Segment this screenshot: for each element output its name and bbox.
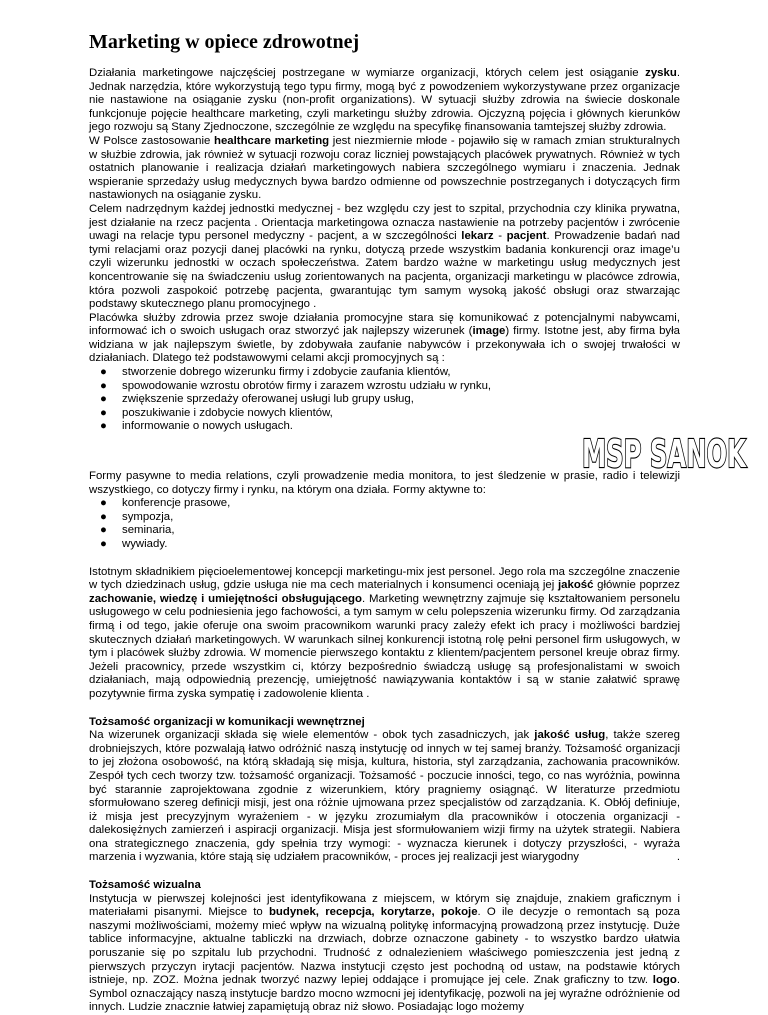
bold-term: zysku	[645, 67, 677, 79]
text-run: . Marketing wewnętrzny zajmuje się kształtowaniem personelu usługowego w celu podniesienia jego fachowości, a tym samym w celu polepszenia wizerunku firmy. Od zarządzania firmą i od tego, jakie oferuje ona swoim pracownikom warunki pracy zależy efekt ich pracy i możliwości bardziej skutecznych działań marketingowych. W warunkach silnej konkurencji istotną rolę pełni personel firm usługowych, w tym i placówek służby zdrowia. W momencie pierwszego kontaktu z klientem/pacjentem personel kreuje obraz firmy. Jeżeli pracownicy, przede wszystkim ci, którzy bezpośrednio świadczą usługę są profesjonalistami w swoich działaniach, mają odpowiednią prezencję, umiejętność nawiązywania kontaktów i są w stanie załatwić sprawę pozytywnie firma zyska sympatię i zadowolenie klienta .	[89, 592, 680, 700]
document-body	[89, 67, 680, 1015]
text-run: Instytucja w pierwszej kolejności jest identyfikowana z miejscem, w którym się znajduje, znakiem graficznym i materiałami pisanymi. Miejsce to	[89, 892, 680, 919]
list-item-text: stworzenie dobrego wizerunku firmy i zdobycie zaufania klientów,	[122, 366, 451, 379]
text-run: jest niezmiernie młode - pojawiło się w ramach zmian strukturalnych w służbie zdrowia, jak również w sytuacji rozwoju coraz liczniej powstających placówek prywatnych. Również w tych ostatnich planowanie i realizacja działań marketingowych nabiera szczególnego wymiaru i znaczenia. Jednak wspieranie sprzedaży usług medycznych bywa bardzo odmienne od powszechnie postrzeganych i dotyczących firm nastawionych na osiąganie zysku.	[89, 134, 680, 202]
list-item	[100, 510, 680, 525]
bold-term: jakość usług	[534, 729, 606, 742]
list-item-text: spowodowanie wzrostu obrotów firmy i zarazem wzrostu udziału w rynku,	[122, 379, 492, 392]
list-item-text: zwiększenie sprzedaży oferowanej usługi lub grupy usług,	[122, 393, 414, 406]
list-item-text: informowanie o nowych usługach.	[122, 420, 293, 433]
msp-sanok-logo	[578, 431, 750, 475]
bold-term: logo	[652, 974, 677, 987]
list-item-text: sympozja,	[122, 510, 174, 523]
paragraph-personnel	[89, 566, 680, 702]
list-item	[100, 366, 680, 380]
bullet-icon: ●	[100, 420, 107, 433]
goals-list	[89, 366, 680, 434]
list-item	[100, 379, 680, 394]
bold-term: pacjent	[506, 230, 547, 243]
text-run: . Symbol oznaczający naszą instytucje bardzo mocno wzmocni jej identyfikację, pozwoli na jej wyraźne odróżnienie od innych. Ludzie znacznie łatwiej zapamiętują obraz niż słowo. Posiadając logo możemy	[89, 974, 680, 1014]
bold-term: image	[472, 325, 506, 338]
bold-term: zachowanie, wiedzę i umiejętności obsługującego	[89, 592, 362, 605]
paragraph-intro	[89, 67, 680, 135]
text-run: . Jednak narzędzia, które wykorzystują tego typu firmy, mogą być z powodzeniem wykorzystywane przez organizacje nie nastawione na osiąganie zysku (non-profit organizations). W sytuacji służby zdrowia na świecie doskonale funkcjonuje pojęcie healthcare marketing, czyli marketingu służby zdrowia. Ojczyzną pojęcia i głównych kierunków jego rozwoju są Stany Zjednoczone, szczególnie ze względu na specyfikę finansowania tamtejszej służby zdrowia.	[89, 67, 680, 134]
active-forms-list	[89, 497, 680, 551]
paragraph-goal	[89, 203, 680, 312]
list-item-text: poszukiwanie i zdobycie nowych klientów,	[122, 406, 333, 419]
text-run: Działania marketingowe najczęściej postrzegane w wymiarze organizacji, których celem jest osiąganie	[89, 67, 646, 79]
bold-term: budynek, recepcja, korytarze, pokoje	[268, 906, 478, 919]
list-item	[100, 524, 680, 538]
bullet-icon: ●	[100, 393, 107, 406]
logo-text: MSP SANOK	[582, 432, 747, 475]
text-run: ) firmy. Istotne jest, aby firma była widziana w jak najlepszym świetle, by zdobywała zaufanie nabywców i przekonywała ich o swojej trwałości w działaniach. Dlatego też podstawowymi celami akcji promocyjnych są :	[89, 325, 680, 365]
bullet-icon: ●	[100, 406, 107, 419]
list-item-text: konferencje prasowe,	[122, 497, 231, 510]
bullet-icon: ●	[100, 524, 107, 537]
bold-term: lekarz	[461, 230, 494, 243]
text-run: Celem nadrzędnym każdej jednostki medycznej - bez względu czy jest to szpital, przychodnia czy klinika prywatna, jest działanie na rzecz pacjenta . Orientacja marketingowa oznacza nastawienie na potrzeby pacjentów i zwrócenie uwagi na relacje typu personel medyczny - pacjent, a w szczególności	[89, 202, 680, 243]
bullet-icon: ●	[100, 366, 107, 379]
text-run: Placówka służby zdrowia przez swoje działania promocyjne stara się komunikować z potencjalnymi nabywcami, informować ich o swoich usługach oraz stworzyć jak najlepszy wizerunek (	[89, 311, 680, 338]
text-run: głównie poprzez	[593, 579, 680, 592]
section-heading: Tożsamość organizacji w komunikacji wewnętrznej	[89, 715, 365, 728]
paragraph-forms: Formy pasywne to media relations, czyli prowadzenie media monitora, to jest śledzenie w prasie, radio i telewizji wszystkiego, co dotyczy firmy i rynku, na którym ona działa. Formy aktywne to:	[89, 470, 680, 496]
section-heading: Tożsamość wizualna	[89, 879, 201, 892]
text-run: , także szereg drobniejszych, które pozwalają łatwo odróżnić naszą instytucję od innych w tej samej branży. Tożsamość organizacji to jej złożona osobowość, na którą składają się misja, kultura, historia, styl zarządzania, zachowania pracowników. Zespół tych cech tworzy tzw. tożsamość organizacji. Tożsamość - poczucie inności, tego, co nas wyróżnia, powinna być starannie zaprojektowana zgodnie z wizerunkiem, który pragniemy osiągnąć. W literaturze przedmiotu sformułowano szereg definicji misji, jest ona różnie ujmowana przez specjalistów od zarządzania. K. Obłój definiuje, iż misja jest precyzyjnym wyrażeniem - w języku zrozumiałym dla pracowników i otoczenia organizacji - dalekosiężnych zamierzeń i aspiracji organizacji. Misja jest sformułowaniem wizji firmy na użytek strategii. Nabiera ona strategicznego znaczenia, gdy spełnia trzy wymogi: - wyznacza kierunek i dotyczy przyszłości, - wyraża marzenia i wyzwania, które stają się udziałem pracowników, - proces jej realizacji jest wiarygodny	[89, 729, 680, 864]
bold-term: jakość	[557, 579, 594, 592]
bullet-icon: ●	[100, 538, 107, 550]
list-item-text: seminaria,	[122, 524, 175, 537]
text-run: Na wizerunek organizacji składa się wiele elementów - obok tych zasadniczych, jak	[89, 729, 535, 742]
paragraph-poland	[89, 135, 680, 203]
text-run: . O ile decyzje o remontach są poza naszymi możliwościami, możemy mieć wpływ na wizualną politykę informacyjną prowadzoną przez instytucję. Duże tablice informacyjne, aktualne tabliczki na drzwiach, dobrze oznaczone gabinety - to wszystko bardzo ułatwia poruszanie się po szpitalu lub przychodni. Trudność z odnalezieniem właściwego pomieszczenia jest jedną z pierwszych przyczyn irytacji pacjentów. Nazwa instytucji często jest pochodną od ustaw, na podstawie których istnieje, np. ZOZ. Można jednak tworzyć nazwy lepiej oddające i promujące jej cele. Znak graficzny to tzw.	[89, 906, 680, 987]
bullet-icon: ●	[100, 510, 107, 523]
text-run: Istotnym składnikiem pięcioelementowej koncepcji marketingu-mix jest personel. Jego rola ma szczególne znaczenie w tych dziedzinach usług, gdzie usługa nie ma cech materialnych i konsumenci oceniają jej	[89, 565, 680, 592]
list-item	[100, 393, 680, 407]
text-run: -	[493, 230, 507, 243]
text-run: W Polsce zastosowanie	[89, 134, 215, 147]
list-item	[100, 406, 680, 421]
page-title: Marketing w opiece zdrowotnej	[89, 31, 360, 53]
bullet-icon: ●	[100, 379, 107, 392]
paragraph-identity	[89, 729, 680, 865]
text-run: .	[676, 851, 680, 864]
text-run: . Prowadzenie badań nad tymi relacjami oraz pozycji danej placówki na rynku, dotyczą przede wszystkim badania konkurencji oraz image’u czyli wizerunku jednostki w oczach społeczeństwa. Zatem bardzo ważne w marketingu usług medycznych jest koncentrowanie się na świadczeniu usług zorientowanych na pacjenta, organizacji marketingu w placówce zdrowia, która pozwoli zaspokoić potrzebę pacjenta, gwarantując tym samym wysoką jakość obsługi oraz stwarzając podstawy skutecznego planu promocyjnego .	[89, 230, 680, 311]
list-item	[100, 538, 680, 552]
paragraph-visual-identity	[89, 893, 680, 1015]
bullet-icon: ●	[100, 497, 107, 510]
list-item-text: wywiady.	[122, 538, 168, 550]
list-item	[100, 497, 680, 511]
bold-term: healthcare marketing	[214, 134, 330, 147]
paragraph-promotion	[89, 312, 680, 366]
